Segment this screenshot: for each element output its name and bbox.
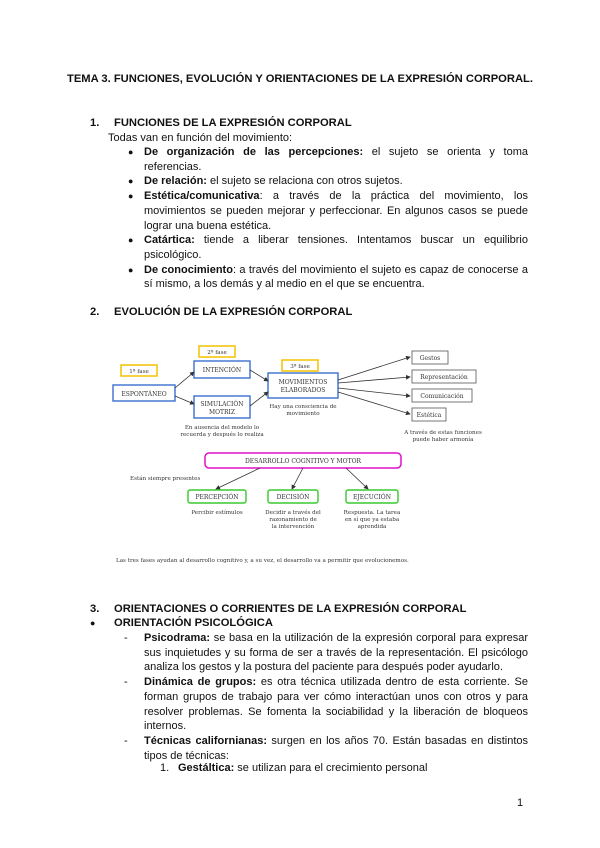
item-term: De organización de las percepciones: xyxy=(144,146,364,158)
section-1-number: 1. xyxy=(90,117,100,129)
psychological-orientation-heading xyxy=(90,617,273,629)
section-2-title: EVOLUCIÓN DE LA EXPRESIÓN CORPORAL xyxy=(114,306,353,318)
numbered-item-term: Gestáltica: xyxy=(178,762,235,774)
note-decision-1: Decidir a través del xyxy=(265,510,321,516)
note-decision-3: la intervención xyxy=(271,524,315,530)
list-item xyxy=(124,631,528,675)
arrow xyxy=(338,357,410,380)
item-text: surgen en los años 70. Están basadas en distintos tipos de técnicas: xyxy=(144,734,528,762)
output-representacion-label: Representación xyxy=(420,374,468,381)
functions-list xyxy=(128,145,528,292)
simulacion-label-2: MOTRIZ xyxy=(208,409,236,416)
page-title: TEMA 3. FUNCIONES, EVOLUCIÓN Y ORIENTACIONES DE LA EXPRESIÓN CORPORAL. xyxy=(67,73,533,85)
item-text: : a través de la práctica del movimiento, los movimientos se pueden mejorar y perfeccionar. En algunos casos se puede lograr una buena estética. xyxy=(144,190,528,232)
numbered-item xyxy=(160,762,427,774)
note-percepcion: Percibir estímulos xyxy=(191,510,243,516)
arrow xyxy=(338,392,410,414)
note-siempre: Están siempre presentes xyxy=(130,476,201,482)
item-text: el sujeto se relaciona con otros sujetos. xyxy=(206,175,403,188)
espontaneo-label: ESPONTÁNEO xyxy=(121,391,167,398)
movimientos-label-1: MOVIMIENTOS xyxy=(278,379,328,386)
intencion-label: INTENCIÓN xyxy=(202,367,242,374)
arrow xyxy=(338,388,410,396)
percepcion-label: PERCEPCIÓN xyxy=(195,494,239,501)
section-1-title: FUNCIONES DE LA EXPRESIÓN CORPORAL xyxy=(114,117,352,129)
bullet-icon: ● xyxy=(90,618,96,628)
phase-2-label: 2ª fase xyxy=(207,350,227,356)
item-term: Psicodrama: xyxy=(144,632,211,644)
orientation-list xyxy=(124,631,528,763)
item-text: tiende a liberar tensiones. Intentamos buscar un equilibrio psicológico. xyxy=(144,234,528,261)
list-item xyxy=(124,675,528,734)
list-item xyxy=(128,174,528,189)
arrow xyxy=(338,377,410,383)
item-text: es otra técnica utilizada dentro de esta corriente. Se forman grupos de trabajo para ver cómo interactúan unos con otros y para resolver problemas. Se fomenta la sociabilidad y la liberación de bloqueos internos. xyxy=(144,676,528,733)
evolution-diagram xyxy=(110,336,490,572)
section-2-number: 2. xyxy=(90,306,100,318)
item-text: se basa en la utilización de la expresión corporal para expresar sus inquietudes y su forma de ser a través de la representación. El psicólogo analiza los gestos y la postura del paciente para después poder ayudarlo. xyxy=(144,632,528,674)
note-ejecucion-2: en sí que ya estaba xyxy=(344,517,400,523)
arrow xyxy=(216,468,260,489)
list-item xyxy=(124,734,528,763)
note-decision-2: razonamiento de xyxy=(269,517,317,523)
dash-icon: - xyxy=(124,676,128,689)
arrow xyxy=(250,392,268,406)
arrow xyxy=(292,468,303,489)
output-comunicacion-label: Comunicación xyxy=(420,393,464,400)
section-3-number: 3. xyxy=(90,603,100,615)
simulacion-label-1: SIMULACIÓN xyxy=(200,401,244,408)
output-estetica-label: Estética xyxy=(416,412,442,419)
psychological-orientation-title: ORIENTACIÓN PSICOLÓGICA xyxy=(114,617,273,629)
list-item xyxy=(128,145,528,174)
note-ejecucion-1: Respuesta. La tarea xyxy=(343,510,401,516)
note-movimientos-2: movimiento xyxy=(286,411,320,417)
arrow xyxy=(175,396,194,404)
diagram-caption: Las tres fases ayudan al desarrollo cognitivo y, a su vez, el desarrollo va a permitir que evolucionemos. xyxy=(116,558,409,564)
arrow xyxy=(175,372,194,388)
section-1-heading xyxy=(90,117,352,129)
output-gestos-label: Gestos xyxy=(419,355,441,362)
desarrollo-label: DESARROLLO COGNITIVO Y MOTOR xyxy=(244,458,362,465)
dash-icon: - xyxy=(124,734,128,747)
dash-icon: - xyxy=(124,632,128,644)
phase-3-label: 3ª fase xyxy=(290,364,310,370)
list-item xyxy=(128,233,528,262)
list-item xyxy=(128,189,528,233)
section-1-intro: Todas van en función del movimiento: xyxy=(108,132,293,144)
note-outputs-2: puede haber armonía xyxy=(412,437,474,443)
section-3-heading xyxy=(90,603,466,615)
ejecucion-label: EJECUCIÓN xyxy=(353,494,391,501)
item-term: Estética/comunicativa xyxy=(144,190,260,203)
note-outputs-1: A través de estas funciones xyxy=(404,430,482,436)
list-item xyxy=(128,263,528,292)
note-simulacion-1: En ausencia del modelo lo xyxy=(184,425,260,431)
item-text: : a través del movimiento el sujeto es capaz de conocerse a sí mismo, a los demás y al medio en el que se encuentra. xyxy=(144,263,529,291)
numbered-item-number: 1. xyxy=(160,762,170,774)
numbered-item-text: se utilizan para el crecimiento personal xyxy=(234,762,428,774)
item-term: De conocimiento xyxy=(144,263,233,276)
note-simulacion-2: recuerda y después lo realiza xyxy=(180,432,264,438)
page-number: 1 xyxy=(517,797,524,809)
decision-label: DECISIÓN xyxy=(276,494,310,501)
section-3-title: ORIENTACIONES O CORRIENTES DE LA EXPRESIÓN CORPORAL xyxy=(114,603,467,615)
note-movimientos-1: Hay una consciencia de xyxy=(269,404,337,410)
phase-1-label: 1ª fase xyxy=(129,369,149,375)
item-term: Técnicas californianas: xyxy=(144,734,268,747)
note-ejecucion-3: aprendida xyxy=(357,524,387,530)
item-term: Catártica: xyxy=(144,234,195,247)
section-2-heading xyxy=(90,306,352,318)
item-term: Dinámica de grupos: xyxy=(144,676,257,689)
arrow xyxy=(346,468,368,489)
movimientos-label-2: ELABORADOS xyxy=(280,387,326,394)
arrow xyxy=(250,370,268,381)
item-term: De relación: xyxy=(144,175,207,188)
item-text: el sujeto se orienta y toma referencias. xyxy=(144,146,528,173)
